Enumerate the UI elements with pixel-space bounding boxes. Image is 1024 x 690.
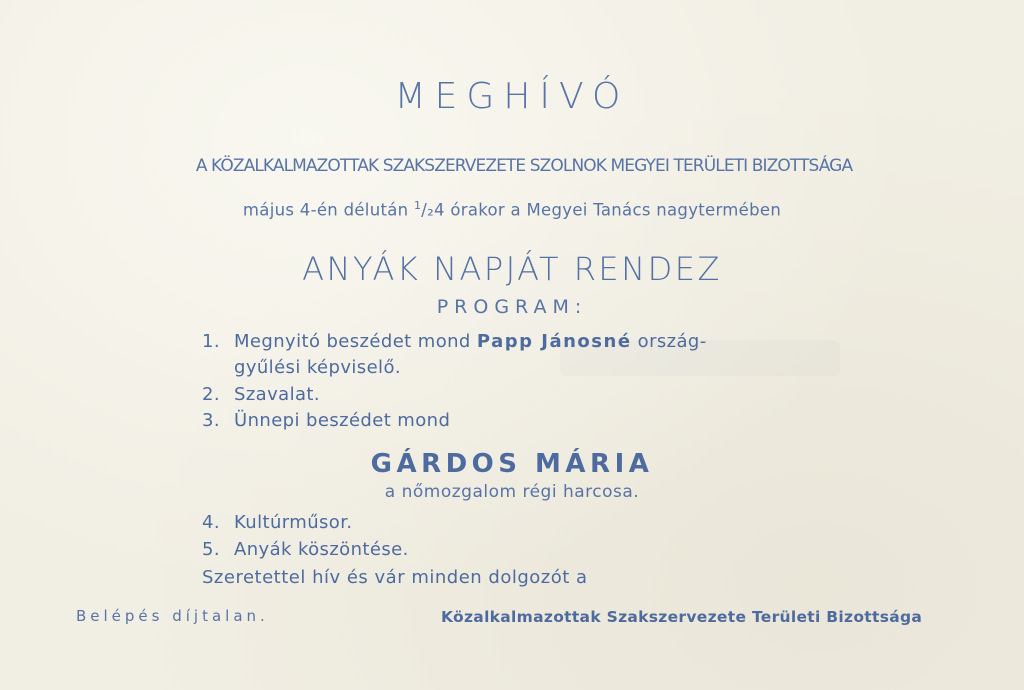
time-fraction-num: 1 [413,199,422,212]
program-item-5 [202,539,409,560]
item-number: 3. [202,410,220,431]
item-number: 2. [202,384,220,405]
item-number: 1. [202,331,220,352]
invitation-text: Szeretettel hív és vár minden dolgozót a [202,567,588,588]
program-item-1-continuation: gyűlési képviselő. [234,357,401,378]
item-number: 4. [202,512,220,533]
speaker-name: Papp Jánosné [476,331,632,352]
item-text-after: ország- [631,331,707,352]
featured-speaker: GÁRDOS MÁRIA [370,449,654,479]
time-suffix: órakor a Megyei Tanács nagytermében [444,200,782,220]
event-headline: ANYÁK NAPJÁT RENDEZ [302,250,722,288]
program-item-3 [202,410,450,431]
featured-speaker-description: a nőmozgalom régi harcosa. [384,482,640,502]
program-item-4 [202,512,352,533]
entry-note: Belépés díjtalan. [76,607,269,625]
item-text: Kultúrműsor. [234,512,353,533]
item-text: Ünnepi beszédet mond [234,410,451,431]
time-prefix: május 4-én délután [242,200,414,220]
item-text: Anyák köszöntése. [234,539,409,560]
program-item-1 [202,331,707,352]
item-text: Megnyitó beszédet mond [234,331,477,352]
organizer-line: A KÖZALKALMAZOTTAK SZAKSZERVEZETE SZOLNOK MEGYEI TERÜLETI BIZOTTSÁGA [195,156,853,176]
time-fraction-rest: /₂4 [421,200,445,220]
item-number: 5. [202,539,220,560]
card-title: MEGHÍVÓ [394,76,630,117]
item-text: Szavalat. [234,384,320,405]
event-time-place [0,199,1024,220]
program-item-2 [202,384,320,405]
program-heading: PROGRAM: [436,296,588,318]
signature-organization: Közalkalmazottak Szakszervezete Területi Bizottsága [441,608,923,626]
